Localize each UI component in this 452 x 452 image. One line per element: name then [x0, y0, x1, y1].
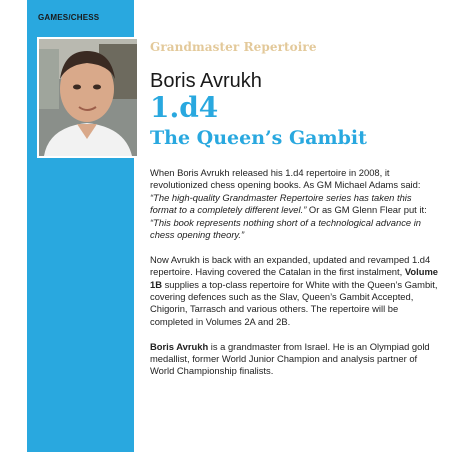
book-title-line1: 1.d4	[150, 91, 219, 124]
book-title-line2: The Queen’s Gambit	[150, 127, 367, 149]
quote-flear: “This book represents nothing short of a technological advance in chess opening theory.”	[150, 216, 421, 241]
blurb-paragraph-1: When Boris Avrukh released his 1.d4 repertoire in 2008, it revolutionized chess opening books. As GM Michael Adams said: “The high-quality Grandmaster Repertoire series has taken this format to a completely different level.” Or as GM Glenn Flear put it: “This book represents nothing short of a technological advance in chess opening theory.”	[150, 167, 427, 241]
quote-adams: “The high-quality Grandmaster Repertoire series has taken this format to a completely different level.”	[150, 191, 412, 216]
volume-label: Volume 1B	[150, 266, 438, 290]
author-photo	[37, 37, 139, 158]
blurb-paragraph-3: Boris Avrukh is a grandmaster from Israel. He is an Olympiad gold medallist, former World Junior Champion and analysis partner of World Championship finalists.	[150, 340, 430, 377]
blurb-text	[150, 167, 440, 390]
blurb-paragraph-2: Now Avrukh is back with an expanded, updated and revamped 1.d4 repertoire. Having covered the Catalan in the first instalment, Volume 1B supplies a top-class repertoire for White with the Queen’s Gambit, covering defences such as the Slav, Queen’s Gambit Accepted, Chigorin, Tarrasch and various others. The repertoire will be completed in Volumes 2A and 2B.	[150, 253, 438, 327]
author-bio-name: Boris Avrukh	[150, 340, 209, 352]
series-title: Grandmaster Repertoire	[150, 40, 317, 54]
category-label: GAMES/CHESS	[38, 13, 100, 22]
author-name: Boris Avrukh	[150, 70, 262, 92]
